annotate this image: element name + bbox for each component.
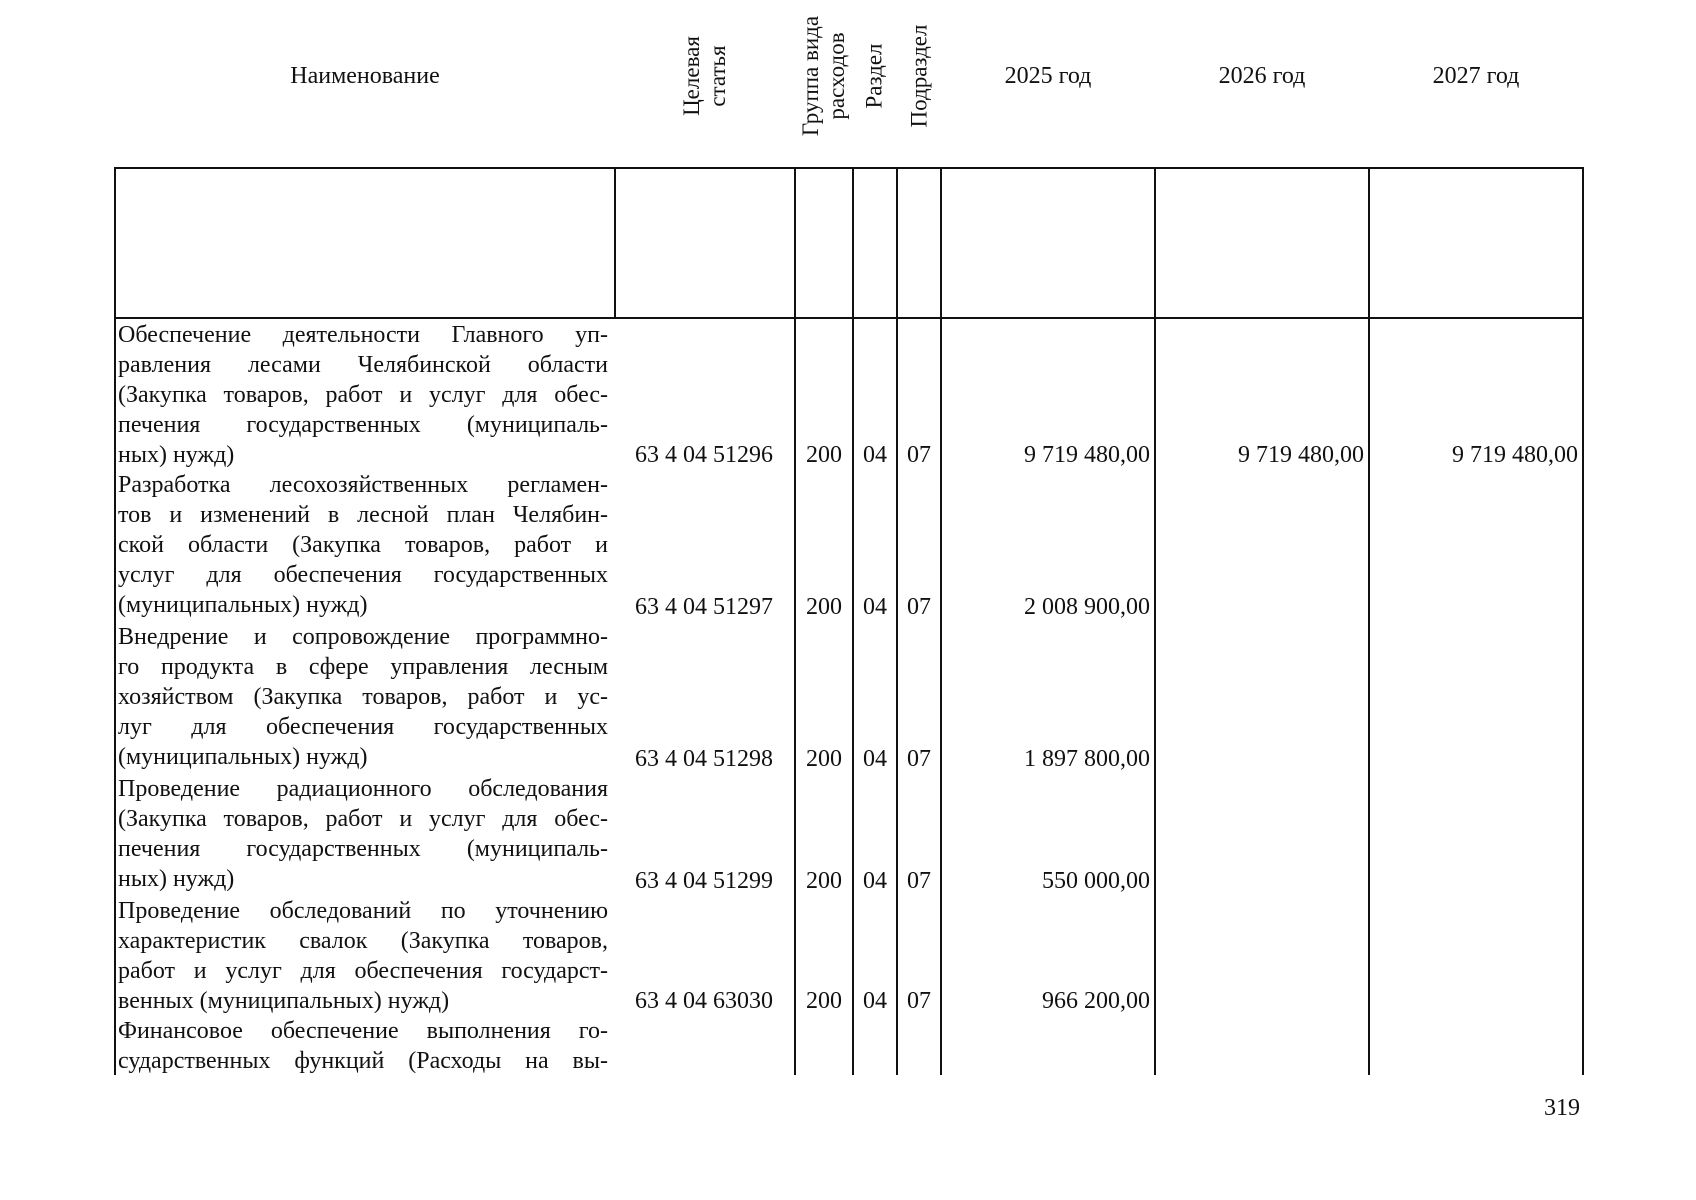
- cell-2025: 9 719 480,00: [1024, 442, 1150, 468]
- cell-target-article: 63 4 04 51299: [635, 868, 773, 894]
- cell-section: 04: [863, 442, 887, 468]
- cell-expense-group: 200: [806, 746, 842, 772]
- header-section: Раздел: [862, 43, 887, 109]
- cell-expense-group: 200: [806, 442, 842, 468]
- cell-subsection: 07: [907, 594, 931, 620]
- cell-section: 04: [863, 868, 887, 894]
- col-line: [114, 167, 116, 1075]
- cell-subsection: 07: [907, 868, 931, 894]
- cell-subsection: 07: [907, 746, 931, 772]
- header-subsection: Подраздел: [906, 24, 932, 128]
- cell-expense-group: 200: [806, 988, 842, 1014]
- cell-2026: 9 719 480,00: [1238, 442, 1364, 468]
- cell-2027: 9 719 480,00: [1452, 442, 1578, 468]
- page-number: 319: [1544, 1095, 1580, 1121]
- header-2025: 2025 год: [1004, 62, 1092, 89]
- cell-target-article: 63 4 04 51298: [635, 746, 773, 772]
- cell-expense-group: 200: [806, 594, 842, 620]
- cell-section: 04: [863, 988, 887, 1014]
- cell-2025: 1 897 800,00: [1024, 746, 1150, 772]
- cell-section: 04: [863, 594, 887, 620]
- header-target-article: Целевая статья: [678, 36, 730, 116]
- header-name: Наименование: [290, 62, 440, 89]
- cell-2025: 550 000,00: [1042, 868, 1150, 894]
- cell-target-article: 63 4 04 63030: [635, 988, 773, 1014]
- row-name: Внедрение и сопровождение программно- го продукта в сфере управления лесным хозяйством (Закупка товаров, работ и ус- луг для обеспечения государственных (муниципальных) нужд): [118, 624, 608, 770]
- row-name: Обеспечение деятельности Главного уп- равления лесами Челябинской области (Закупка товаров, работ и услуг для обес- печения государственных (муниципаль- ных) нужд): [118, 322, 608, 468]
- header-expense-group: Группа вида расходов: [798, 15, 850, 137]
- header-bottom-border: [114, 317, 1584, 319]
- cell-2025: 2 008 900,00: [1024, 594, 1150, 620]
- cell-2025: 966 200,00: [1042, 988, 1150, 1014]
- row-name: Финансовое обеспечение выполнения го- сударственных функций (Расходы на вы-: [118, 1018, 608, 1074]
- row-name: Проведение радиационного обследования (Закупка товаров, работ и услуг для обес- печения государственных (муниципаль- ных) нужд): [118, 776, 608, 892]
- header-2026: 2026 год: [1218, 62, 1306, 89]
- header-2027: 2027 год: [1432, 62, 1520, 89]
- col-line: [614, 167, 616, 318]
- table-top-border: [114, 167, 1584, 169]
- cell-expense-group: 200: [806, 868, 842, 894]
- cell-subsection: 07: [907, 442, 931, 468]
- row-name: Разработка лесохозяйственных регламен- тов и изменений в лесной план Челябин- ской области (Закупка товаров, работ и услуг для обеспечения государственных (муниципальных) нужд): [118, 472, 608, 618]
- cell-target-article: 63 4 04 51296: [635, 442, 773, 468]
- cell-subsection: 07: [907, 988, 931, 1014]
- cell-target-article: 63 4 04 51297: [635, 594, 773, 620]
- row-name: Проведение обследований по уточнению характеристик свалок (Закупка товаров, работ и услуг для обеспечения государст- венных (муниципальных) нужд): [118, 898, 608, 1014]
- cell-section: 04: [863, 746, 887, 772]
- col-line: [1582, 167, 1584, 1075]
- col-line: [1368, 167, 1370, 1075]
- col-line: [1154, 167, 1156, 1075]
